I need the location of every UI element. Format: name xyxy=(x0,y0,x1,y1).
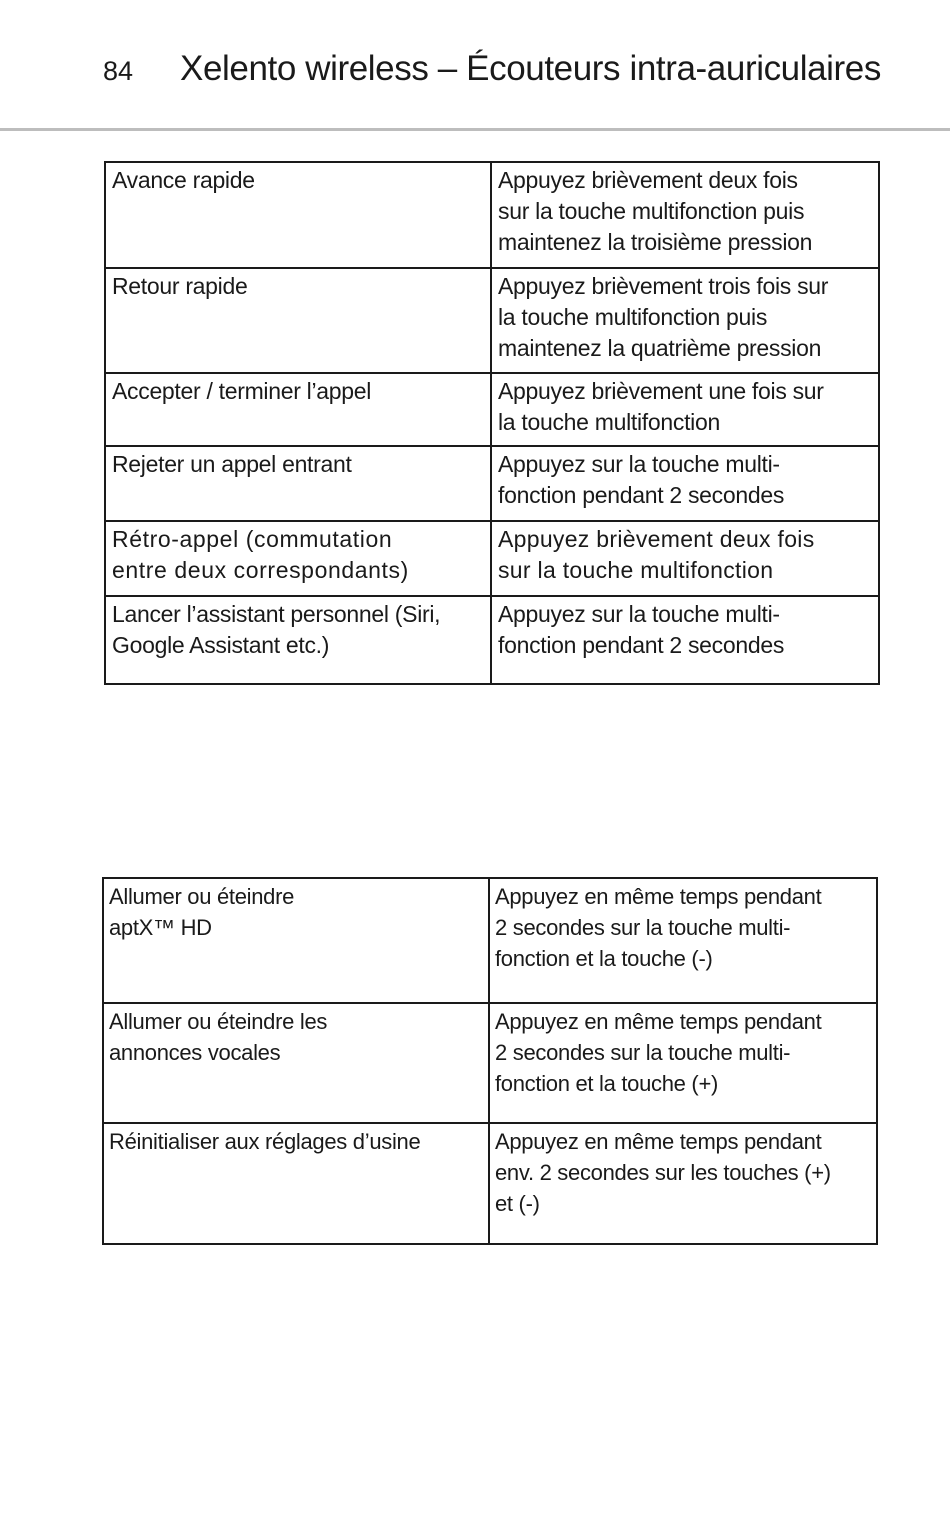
action-cell: Accepter / terminer l’appel xyxy=(105,373,491,446)
table-row xyxy=(105,373,879,446)
controls-table xyxy=(104,161,880,685)
instruction-cell: Appuyez en même temps pendant 2 secondes sur la touche multi- fonction et la touche (-) xyxy=(489,878,877,1003)
action-cell: Réinitialiser aux réglages d’usine xyxy=(103,1123,489,1244)
instruction-cell: Appuyez brièvement deux fois sur la touche multifonction xyxy=(491,521,879,596)
page-title: Xelento wireless – Écouteurs intra-auriculaires xyxy=(180,49,881,88)
instruction-cell: Appuyez en même temps pendant 2 secondes sur la touche multi- fonction et la touche (+) xyxy=(489,1003,877,1123)
table-row xyxy=(105,446,879,521)
table-row xyxy=(105,521,879,596)
action-cell: Lancer l’assistant personnel (Siri, Google Assistant etc.) xyxy=(105,596,491,684)
action-cell: Allumer ou éteindre aptX™ HD xyxy=(103,878,489,1003)
action-cell: Rejeter un appel entrant xyxy=(105,446,491,521)
action-cell: Avance rapide xyxy=(105,162,491,268)
page-number: 84 xyxy=(103,56,134,86)
instruction-cell: Appuyez brièvement une fois sur la touche multifonction xyxy=(491,373,879,446)
instruction-cell: Appuyez brièvement deux fois sur la touche multifonction puis maintenez la troisième pression xyxy=(491,162,879,268)
page-header xyxy=(0,0,950,131)
instruction-cell: Appuyez sur la touche multi- fonction pendant 2 secondes xyxy=(491,596,879,684)
action-cell: Allumer ou éteindre les annonces vocales xyxy=(103,1003,489,1123)
action-cell: Rétro-appel (commutation entre deux correspondants) xyxy=(105,521,491,596)
action-cell: Retour rapide xyxy=(105,268,491,373)
table-row xyxy=(105,596,879,684)
instruction-cell: Appuyez en même temps pendant env. 2 secondes sur les touches (+) et (-) xyxy=(489,1123,877,1244)
table-row xyxy=(103,1123,877,1244)
table-row xyxy=(105,162,879,268)
table-row xyxy=(103,878,877,1003)
instruction-cell: Appuyez brièvement trois fois sur la touche multifonction puis maintenez la quatrième pression xyxy=(491,268,879,373)
table-row xyxy=(103,1003,877,1123)
settings-table xyxy=(102,877,878,1245)
table-row xyxy=(105,268,879,373)
instruction-cell: Appuyez sur la touche multi- fonction pendant 2 secondes xyxy=(491,446,879,521)
